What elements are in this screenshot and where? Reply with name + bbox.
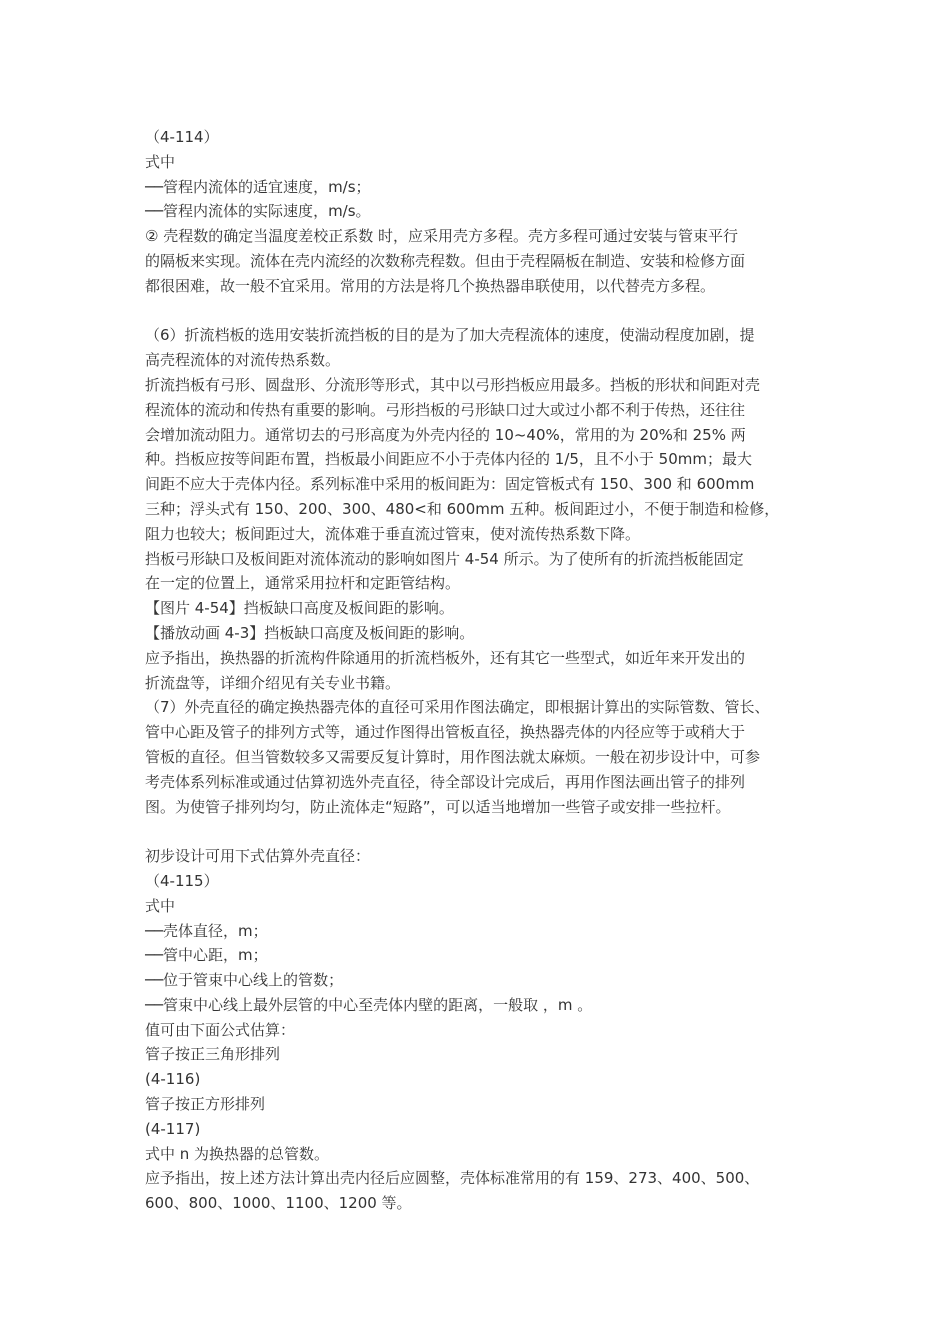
definition-line: ──管束中心线上最外层管的中心至壳体内壁的距离，一般取 ，m 。 — [145, 995, 593, 1014]
definition-line: ──管程内流体的适宜速度，m/s； — [145, 177, 371, 196]
paragraph-line: 间距不应大于壳体内径。系列标准中采用的板间距为：固定管板式有 150、300 和 600mm — [145, 475, 755, 494]
paragraph-line: ② 壳程数的确定当温度差校正系数 时，应采用壳方多程。壳方多程可通过安装与管束平行 — [145, 227, 738, 246]
document-body — [145, 125, 825, 1216]
animation-reference: 【播放动画 4-3】挡板缺口高度及板间距的影响。 — [145, 623, 475, 642]
paragraph-line: 图。为使管子排列均匀，防止流体走“短路”，可以适当地增加一些管子或安排一些拉杆。 — [145, 797, 731, 816]
paragraph-line: 种。挡板应按等间距布置，挡板最小间距应不小于壳体内径的 1/5，且不小于 50mm；最大 — [145, 450, 752, 469]
paragraph-line: 都很困难，故一般不宜采用。常用的方法是将几个换热器串联使用，以代替壳方多程。 — [145, 276, 716, 295]
paragraph-line: 会增加流动阻力。通常切去的弓形高度为外壳内径的 10~40%，常用的为 20%和 25% 两 — [145, 425, 746, 444]
paragraph-line: 挡板弓形缺口及板间距对流体流动的影响如图片 4-54 所示。为了使所有的折流挡板能固定 — [145, 549, 744, 568]
definition-line: ──管中心距，m； — [145, 946, 268, 965]
paragraph-line: 管板的直径。但当管数较多又需要反复计算时，用作图法就太麻烦。一般在初步设计中，可参 — [145, 747, 761, 766]
definition-line: ──管程内流体的实际速度，m/s。 — [145, 202, 371, 221]
paragraph-line: 式中 n 为换热器的总管数。 — [145, 1144, 330, 1163]
paragraph-line: 程流体的流动和传热有重要的影响。弓形挡板的弓形缺口过大或过小都不利于传热，还往往 — [145, 400, 746, 419]
paragraph-line: 应予指出，按上述方法计算出壳内径后应圆整，壳体标准常用的有 159、273、400、500、 — [145, 1169, 760, 1188]
definition-line: ──位于管束中心线上的管数； — [145, 971, 344, 990]
formula-number-4-117: (4-117) — [145, 1119, 201, 1138]
section-heading-line: （7）外壳直径的确定换热器壳体的直径可采用作图法确定，即根据计算出的实际管数、管长、 — [145, 698, 770, 717]
where-label: 式中 — [145, 152, 176, 171]
paragraph-line: 管中心距及管子的排列方式等，通过作图得出管板直径，换热器壳体的内径应等于或稍大于 — [145, 723, 746, 742]
paragraph-line: 考壳体系列标准或通过估算初选外壳直径，待全部设计完成后，再用作图法画出管子的排列 — [145, 772, 746, 791]
paragraph-line: 值可由下面公式估算： — [145, 1020, 296, 1039]
paragraph-line: 的隔板来实现。流体在壳内流经的次数称壳程数。但由于壳程隔板在制造、安装和检修方面 — [145, 251, 746, 270]
paragraph-line: 在一定的位置上，通常采用拉杆和定距管结构。 — [145, 574, 461, 593]
where-label: 式中 — [145, 896, 176, 915]
section-heading-line: （6）折流档板的选用安装折流挡板的目的是为了加大壳程流体的速度，使湍动程度加剧，提 — [145, 326, 755, 345]
figure-reference: 【图片 4-54】挡板缺口高度及板间距的影响。 — [145, 599, 454, 618]
blank-line — [145, 819, 825, 844]
formula-number-4-116: (4-116) — [145, 1070, 201, 1089]
paragraph-line: 阻力也较大；板间距过大，流体难于垂直流过管束，使对流传热系数下降。 — [145, 524, 641, 543]
definition-line: ──壳体直径，m； — [145, 921, 268, 940]
paragraph-line: 应予指出，换热器的折流构件除通用的折流档板外，还有其它一些型式，如近年来开发出的 — [145, 648, 746, 667]
paragraph-line: 管子按正方形排列 — [145, 1095, 266, 1114]
blank-line — [145, 299, 825, 324]
paragraph-line: 折流挡板有弓形、圆盘形、分流形等形式，其中以弓形挡板应用最多。挡板的形状和间距对壳 — [145, 375, 761, 394]
paragraph-line: 三种；浮头式有 150、200、300、480<和 600mm 五种。板间距过小，不便于制造和检修， — [145, 499, 780, 518]
paragraph-line: 初步设计可用下式估算外壳直径： — [145, 847, 371, 866]
formula-number-4-114: （4-114） — [145, 128, 219, 146]
paragraph-line: 高壳程流体的对流传热系数。 — [145, 351, 341, 370]
formula-number-4-115: （4-115） — [145, 871, 219, 890]
paragraph-line: 600、800、1000、1100、1200 等。 — [145, 1194, 412, 1213]
paragraph-line: 管子按正三角形排列 — [145, 1045, 281, 1064]
paragraph-line: 折流盘等，详细介绍见有关专业书籍。 — [145, 673, 401, 692]
